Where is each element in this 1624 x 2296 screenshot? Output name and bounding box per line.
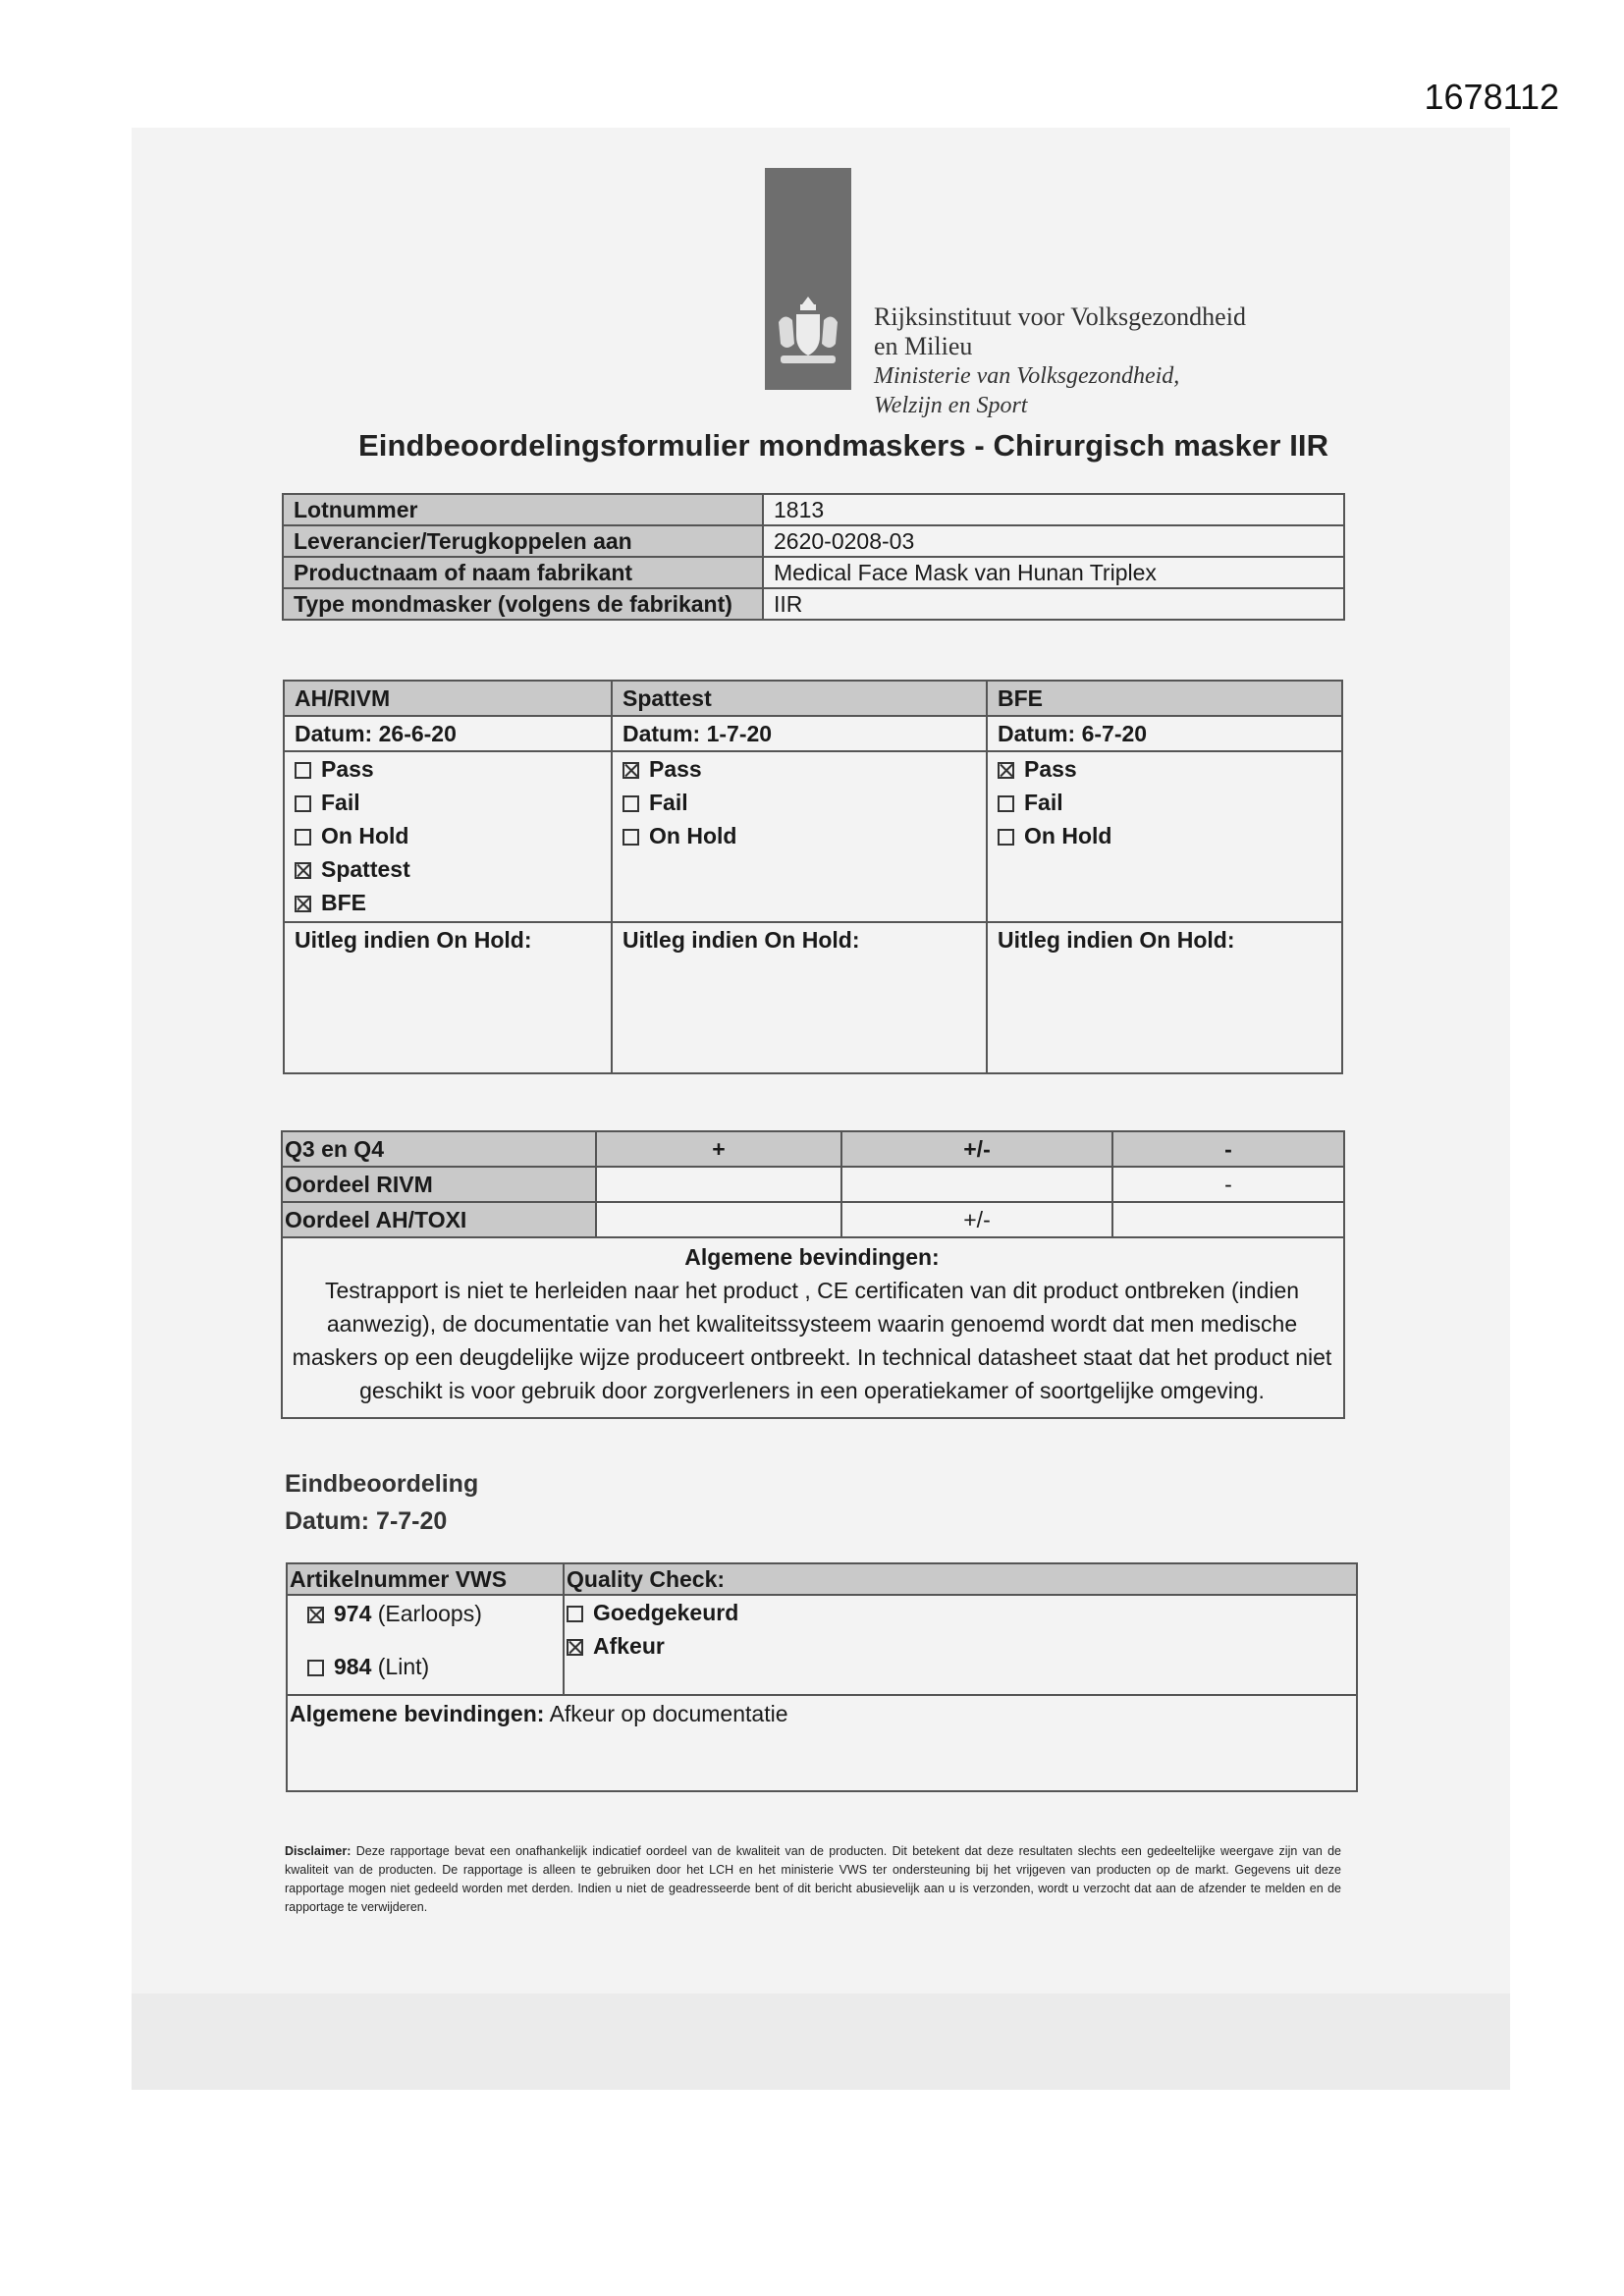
final-findings	[287, 1695, 1357, 1791]
final-findings-text: Afkeur op documentatie	[549, 1701, 788, 1726]
table-row	[282, 1167, 1344, 1202]
institute-line-2: en Milieu	[874, 332, 973, 360]
quality-header-plusminus: +/-	[841, 1131, 1112, 1167]
column-heading-bfe: BFE	[987, 681, 1342, 716]
checkbox-unchecked-icon[interactable]	[295, 795, 311, 812]
info-value: Medical Face Mask van Hunan Triplex	[763, 557, 1344, 588]
quality-cell	[841, 1167, 1112, 1202]
institute-name	[874, 302, 1246, 420]
quality-row-label: Oordeel AH/TOXI	[282, 1202, 596, 1237]
option-pass: Pass	[295, 752, 601, 786]
info-label: Lotnummer	[283, 494, 763, 525]
final-assessment-heading	[285, 1465, 478, 1540]
option-pass: Pass	[623, 752, 976, 786]
article-974: 974 (Earloops)	[307, 1596, 553, 1631]
quality-cell: -	[1112, 1167, 1344, 1202]
quality-cell	[596, 1167, 841, 1202]
document-number: 1678112	[1424, 77, 1559, 117]
option-on-hold: On Hold	[998, 819, 1331, 852]
page-bottom-shade	[132, 1994, 1510, 2090]
option-spattest: Spattest	[295, 852, 601, 886]
table-row	[287, 1595, 1357, 1695]
quality-header-plus: +	[596, 1131, 841, 1167]
option-fail: Fail	[998, 786, 1331, 819]
quality-cell	[596, 1202, 841, 1237]
final-heading: Eindbeoordeling	[285, 1470, 479, 1498]
info-value: 2620-0208-03	[763, 525, 1344, 557]
checkbox-checked-icon[interactable]	[998, 762, 1014, 779]
info-label: Type mondmasker (volgens de fabrikant)	[283, 588, 763, 620]
ministry-line-1: Ministerie van Volksgezondheid,	[874, 363, 1180, 389]
checkbox-unchecked-icon[interactable]	[295, 762, 311, 779]
general-findings	[282, 1237, 1344, 1418]
quality-row-label: Oordeel RIVM	[282, 1167, 596, 1202]
quality-check-header: Quality Check:	[564, 1563, 1357, 1595]
explanation-ahrivm: Uitleg indien On Hold:	[284, 922, 612, 1073]
quality-cell: +/-	[841, 1202, 1112, 1237]
option-fail: Fail	[623, 786, 976, 819]
table-row	[284, 751, 1342, 922]
scanned-page	[132, 128, 1510, 2090]
checkbox-checked-icon[interactable]	[295, 862, 311, 879]
options-bfe	[987, 751, 1342, 922]
quality-table	[281, 1130, 1345, 1419]
date-bfe: Datum: 6-7-20	[987, 716, 1342, 751]
options-ahrivm	[284, 751, 612, 922]
checkbox-unchecked-icon[interactable]	[623, 829, 639, 846]
table-row	[283, 557, 1344, 588]
table-row	[282, 1237, 1344, 1418]
explanation-bfe: Uitleg indien On Hold:	[987, 922, 1342, 1073]
checkbox-unchecked-icon[interactable]	[998, 829, 1014, 846]
checkbox-unchecked-icon[interactable]	[567, 1606, 583, 1622]
option-pass: Pass	[998, 752, 1331, 786]
info-value: IIR	[763, 588, 1344, 620]
quality-check-options	[564, 1595, 1357, 1695]
option-fail: Fail	[295, 786, 601, 819]
column-heading-ahrivm: AH/RIVM	[284, 681, 612, 716]
findings-label: Algemene bevindingen:	[684, 1244, 940, 1270]
table-row	[283, 588, 1344, 620]
table-row	[284, 716, 1342, 751]
info-label: Leverancier/Terugkoppelen aan	[283, 525, 763, 557]
checkbox-checked-icon[interactable]	[307, 1607, 324, 1623]
disclaimer-text: Deze rapportage bevat een onafhankelijk indicatief oordeel van de kwaliteit van de producten. Dit betekent dat deze resultaten slechts een gedeeltelijke weergave zijn van de kwaliteit van de producten. De rapportage is alleen te gebruiken door het LCH en het ministerie VWS ter ondersteuning bij het vrijgeven van producten op de markt. Gegevens uit deze rapportage mogen niet gedeeld worden met derden. Indien u niet de geadresseerde bent of dit bericht abusievelijk aan u is verzonden, wordt u verzocht dat aan de afzender te melden en de rapportage te verwijderen.	[285, 1844, 1341, 1914]
assessment-table	[283, 680, 1343, 1074]
final-findings-label: Algemene bevindingen:	[290, 1701, 545, 1726]
date-spattest: Datum: 1-7-20	[612, 716, 987, 751]
ministry-line-2: Welzijn en Sport	[874, 393, 1028, 418]
column-heading-spattest: Spattest	[612, 681, 987, 716]
quality-header-label: Q3 en Q4	[282, 1131, 596, 1167]
option-on-hold: On Hold	[295, 819, 601, 852]
checkbox-unchecked-icon[interactable]	[307, 1660, 324, 1676]
table-row	[283, 494, 1344, 525]
info-value: 1813	[763, 494, 1344, 525]
option-on-hold: On Hold	[623, 819, 976, 852]
checkbox-checked-icon[interactable]	[567, 1639, 583, 1656]
final-date: Datum: 7-7-20	[285, 1507, 448, 1535]
check-goedgekeurd: Goedgekeurd	[567, 1596, 1346, 1629]
institute-line-1: Rijksinstituut voor Volksgezondheid	[874, 302, 1246, 331]
form-title: Eindbeoordelingsformulier mondmaskers - Chirurgisch masker IIR	[358, 428, 1329, 463]
options-spattest	[612, 751, 987, 922]
table-row	[287, 1563, 1357, 1595]
table-row	[282, 1131, 1344, 1167]
checkbox-unchecked-icon[interactable]	[998, 795, 1014, 812]
final-table	[286, 1562, 1358, 1792]
table-row	[284, 681, 1342, 716]
table-row	[287, 1695, 1357, 1791]
quality-header-minus: -	[1112, 1131, 1344, 1167]
disclaimer	[285, 1842, 1341, 1917]
date-ahrivm: Datum: 26-6-20	[284, 716, 612, 751]
checkbox-unchecked-icon[interactable]	[623, 795, 639, 812]
option-bfe: BFE	[295, 886, 601, 919]
article-header: Artikelnummer VWS	[287, 1563, 564, 1595]
coat-of-arms-icon	[773, 293, 843, 371]
checkbox-unchecked-icon[interactable]	[295, 829, 311, 846]
explanation-spattest: Uitleg indien On Hold:	[612, 922, 987, 1073]
article-984: 984 (Lint)	[307, 1649, 553, 1684]
table-row	[284, 922, 1342, 1073]
product-info-table	[282, 493, 1345, 621]
checkbox-checked-icon[interactable]	[295, 896, 311, 912]
quality-cell	[1112, 1202, 1344, 1237]
checkbox-checked-icon[interactable]	[623, 762, 639, 779]
table-row	[282, 1202, 1344, 1237]
info-label: Productnaam of naam fabrikant	[283, 557, 763, 588]
findings-text: Testrapport is niet te herleiden naar het product , CE certificaten van dit product ontbreken (indien aanwezig), de documentatie van het kwaliteitssysteem waarin genoemd wordt dat men medische maskers op een deugdelijke wijze produceert ontbreekt. In technical datasheet staat dat het product niet geschikt is voor gebruik door zorgverleners in een operatiekamer of soortgelijke omgeving.	[292, 1278, 1332, 1403]
disclaimer-label: Disclaimer:	[285, 1844, 352, 1858]
article-options	[287, 1595, 564, 1695]
check-afkeur: Afkeur	[567, 1629, 1346, 1663]
table-row	[283, 525, 1344, 557]
